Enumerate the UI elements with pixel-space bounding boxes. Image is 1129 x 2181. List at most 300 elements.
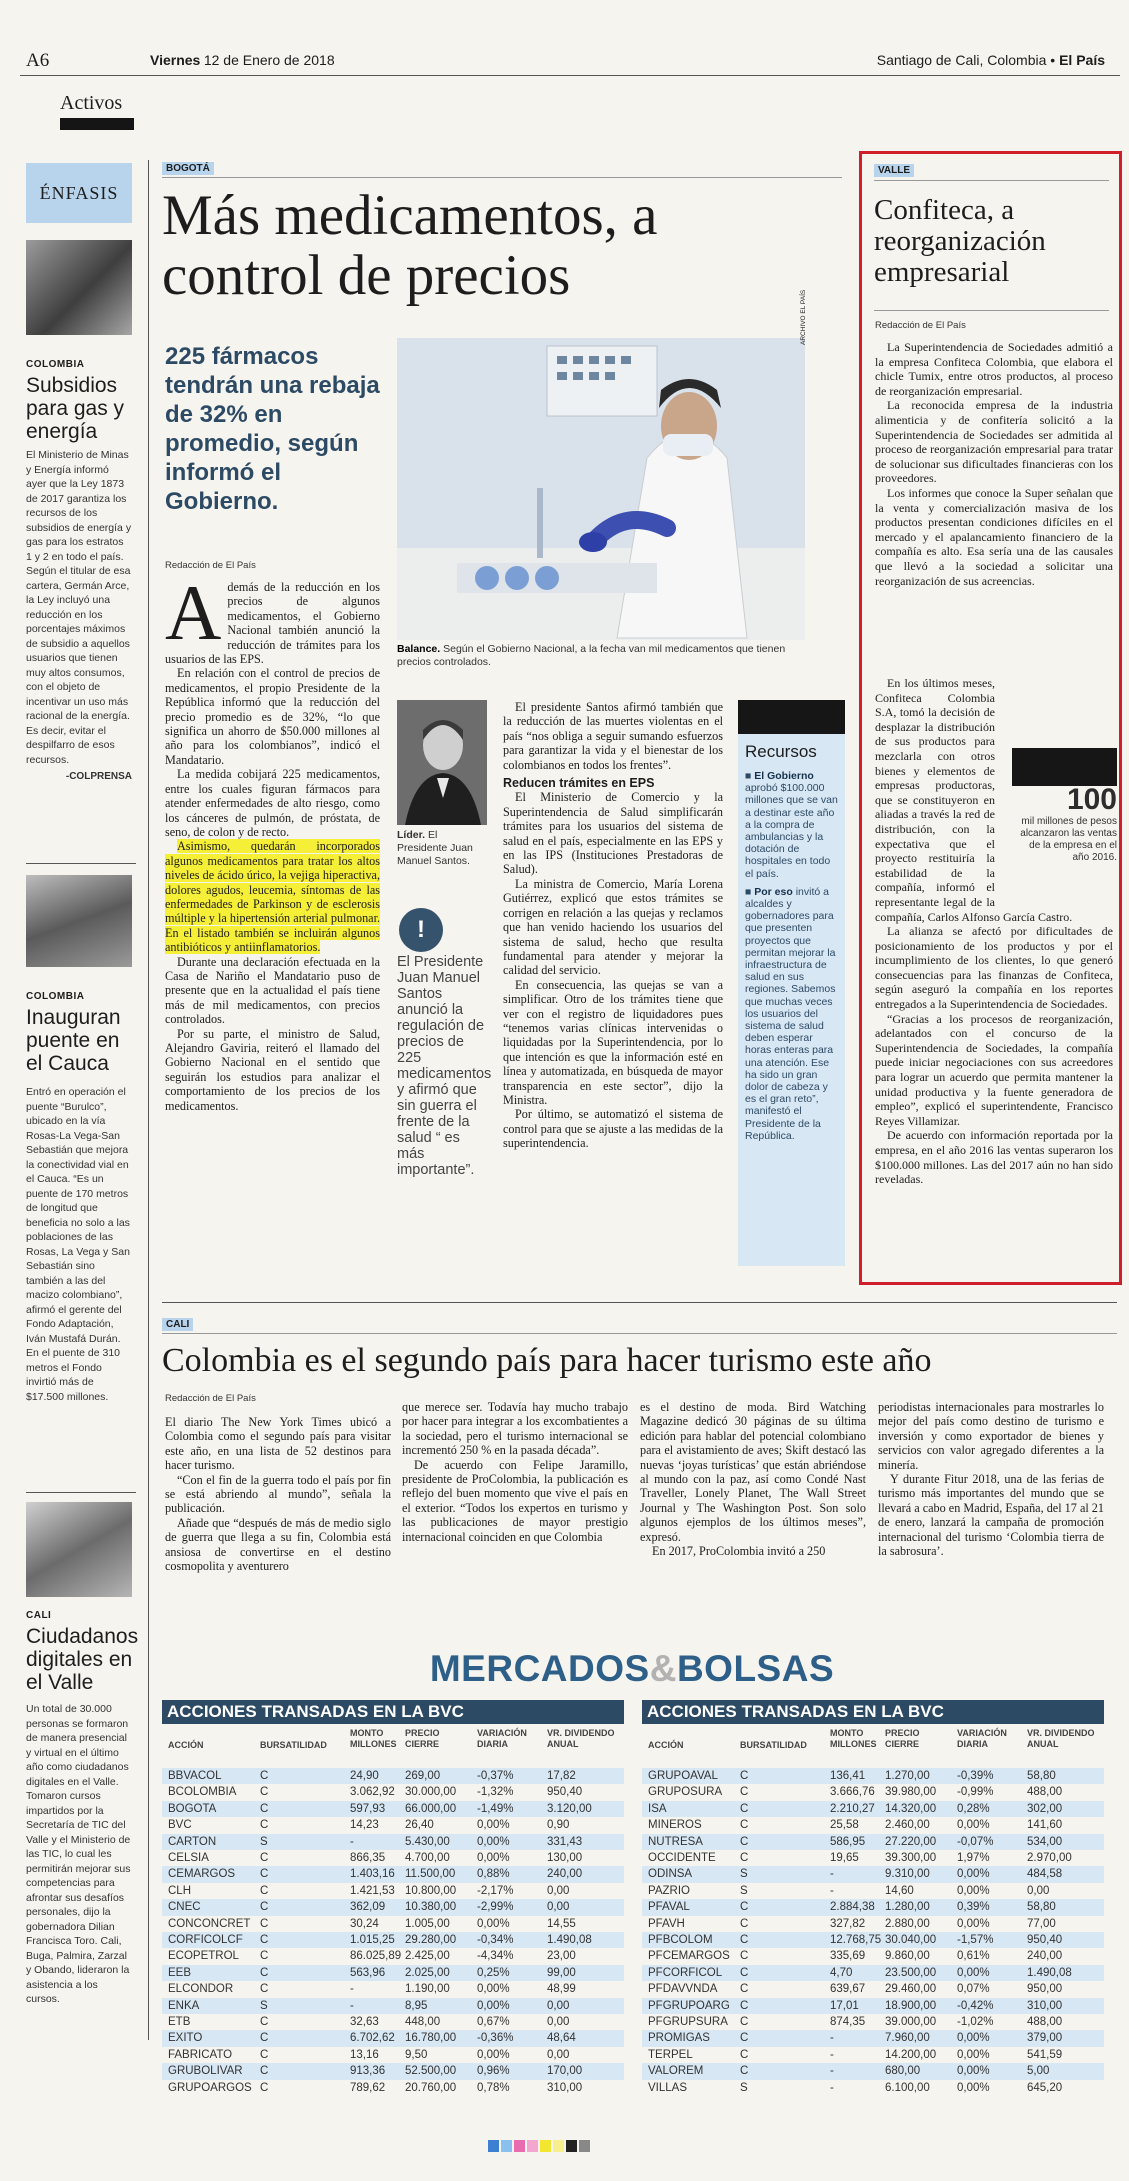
table-row <box>642 2030 1104 2046</box>
main-col3-p3: La ministra de Comercio, María Lorena Gutiérrez, explicó que estos trámites se corrigen en relación a las quejas y reclamos que han venido haciendo los usuarios del sistema de salud, hecho que resulta fundamental para atender y mejorar la calidad del servicio. <box>503 876 723 978</box>
box-kicker: VALLE <box>874 164 914 177</box>
table-cell: C <box>260 1770 269 1782</box>
table-cell: 29.280,00 <box>405 1934 457 1946</box>
table-cell: - <box>350 1983 354 1996</box>
table-cell: ETB <box>168 2016 191 2028</box>
table-cell: 48,99 <box>547 1983 576 1996</box>
table-row <box>162 1948 624 1964</box>
table-row <box>162 1998 624 2014</box>
table-cell: C <box>740 1901 749 1914</box>
table-row <box>642 1784 1104 1800</box>
table-cell: 541,59 <box>1027 2048 1063 2061</box>
table-cell: 0,00 <box>547 1884 570 1897</box>
table-cell: 310,00 <box>1027 1999 1063 2012</box>
main-col3-subhead: Reducen trámites en EPS <box>503 776 655 791</box>
table-cell: 0,88% <box>477 1868 510 1881</box>
box-p3: Los informes que conoce la Super señalan que la venta y comercialización masiva de los productos presentan condiciones difíciles en el mercado y el apalancamiento financiero de la compañía es alto. Esa sería una de las causales que llevó a la sociedad a solicitar una reorganización de sus acreencias. <box>875 485 1113 588</box>
table-cell: PFAVH <box>648 1917 685 1930</box>
box-p7: De acuerdo con información reportada por la empresa, en el año 2016 las ventas superaron los $100.000 millones. Las del 2017 aún no han sido reveladas. <box>875 1128 1113 1187</box>
box-p1: La Superintendencia de Sociedades admitió a la empresa Confiteca Colombia, que elabora el chicle Tumix, entre otros productos, al proceso de reorganización empresarial. <box>875 340 1113 398</box>
turismo-c1: El diario The New York Times ubicó a Colombia como el segundo país para visitar este año, en una lista de 52 destinos para hacer turismo. <box>165 1415 391 1473</box>
table-cell: 327,82 <box>830 1917 866 1930</box>
table-cell: 0,00 <box>547 1999 570 2012</box>
table-cell: 3.120,00 <box>547 1802 592 1815</box>
table-cell: 2.460,00 <box>885 1819 930 1832</box>
swatch <box>488 2140 499 2152</box>
print-color-bar <box>488 2140 592 2152</box>
table-cell: PFGRUPSURA <box>648 2016 728 2028</box>
table-cell: C <box>740 1934 749 1946</box>
table-cell: C <box>260 2016 269 2028</box>
table-cell: BOGOTA <box>168 1802 217 1815</box>
column-header: ACCIÓN <box>648 1740 684 1750</box>
table-row <box>642 1998 1104 2014</box>
table-cell: 7.960,00 <box>885 2032 930 2045</box>
table-cell: 99,00 <box>547 1966 576 1979</box>
table-cell: 14.320,00 <box>885 1802 937 1815</box>
table-row <box>162 1784 624 1800</box>
table-cell: S <box>260 1835 268 1848</box>
table-cell: GRUPOAVAL <box>648 1770 718 1782</box>
stat-text: mil millones de pesos alcanzaron las ventas de la empresa en el año 2016. <box>1020 816 1117 863</box>
box-p4: En los últimos meses, Confiteca Colombia S.A, tomó la decisión de desplazar la distribución de sus productos para mezclarla con otros bienes y elementos de empresas productoras, que se constituyeron en aliadas a través la red de distribución, con la expectativa que el proyecto restituiría la estabilidad de la compañía, informó el representante legal de la compañía, Carlos Alfonso García Castro. <box>875 676 1073 924</box>
sidebar-text-3: Un total de 30.000 personas se formaron de manera presencial y virtual en el último año como ciudadanos digitales en el Valle. Tomaron cursos impartidos por la Secretaría de TIC del Valle y el Ministerio de las TIC, lo cual les permitirán mejorar sus competencias para afrontar sus desafíos personales, dijo la gobernadora Dilian Francisca Toro. Cali, Buga, Palmira, Zarzal y Obando, lideraron la asistencia a los cursos. <box>26 1703 131 2005</box>
table-cell: ECOPETROL <box>168 1950 239 1963</box>
table-cell: 0,00% <box>477 1983 510 1996</box>
table-cell: 9,50 <box>405 2048 428 2061</box>
table-row <box>162 2014 624 2030</box>
swatch <box>566 2140 577 2152</box>
table-cell: 136,41 <box>830 1770 866 1782</box>
pull-quote: El Presidente Juan Manuel Santos anunció la regulación de precios de 225 medicamentos y afirmó que sin guerra el frente de la salud “ es más importante”. <box>397 954 492 1178</box>
table-row <box>642 1932 1104 1948</box>
table-cell: C <box>260 2032 269 2045</box>
table-cell: C <box>740 1852 749 1864</box>
table-cell: 6.100,00 <box>885 2081 930 2094</box>
table-cell: EEB <box>168 1966 192 1979</box>
table-cell: 2.025,00 <box>405 1966 450 1979</box>
table-cell: 0,00% <box>957 2081 990 2094</box>
santos-portrait-illustration <box>397 700 487 825</box>
table-row <box>162 1768 624 1784</box>
table-row <box>162 1981 624 1997</box>
main-caption-text: Según el Gobierno Nacional, a la fecha van mil medicamentos que tienen precios controlados. <box>397 643 786 668</box>
table-cell: 1.490,08 <box>1027 1966 1072 1979</box>
table-cell: VALOREM <box>648 2065 704 2078</box>
table-cell: 0,00% <box>957 2065 990 2078</box>
table-cell: -0,99% <box>957 1786 994 1799</box>
turismo-c4: periodistas internacionales para mostrarles lo mejor del país como destino de turismo e inversión y como exportador de bienes y servicios con valor agregado diferentes a la minería. <box>878 1400 1104 1472</box>
section-name: Activos <box>60 92 123 114</box>
table-cell: -1,02% <box>957 2016 994 2028</box>
table-row <box>642 1834 1104 1850</box>
table-cell: 1.280,00 <box>885 1901 930 1914</box>
stat-number: 100 <box>1066 783 1117 816</box>
table-cell: 0,00% <box>957 1884 990 1897</box>
sidebar-title: ÉNFASIS <box>26 163 132 223</box>
table-cell: 16.780,00 <box>405 2032 457 2045</box>
table-cell: -0,37% <box>477 1770 514 1782</box>
table-cell: 25,58 <box>830 1819 859 1832</box>
table-cell: 14,55 <box>547 1917 576 1930</box>
table-cell: 170,00 <box>547 2065 583 2078</box>
swatch <box>527 2140 538 2152</box>
table-cell: VILLAS <box>648 2081 687 2094</box>
recursos-item-1-label: El Gobierno <box>754 770 814 782</box>
table-cell: C <box>260 1901 269 1914</box>
table-cell: 1.015,25 <box>350 1934 395 1946</box>
table-cell: 0,00 <box>547 2016 570 2028</box>
main-col1-p3: La medida cobijará 225 medicamentos, entre los cuales figuran fármacos para atender enfermedades de alto riesgo, como los cánceres de pulmón, de próstata, de seno, de colon y de recto. <box>165 767 380 839</box>
lab-worker-illustration <box>397 338 805 640</box>
sidebar-kicker-3: CALI <box>26 1610 52 1621</box>
table-cell: 58,80 <box>1027 1901 1056 1914</box>
santos-caption-label: Líder. <box>397 829 426 841</box>
box-headline: Confiteca, a reorganización empresarial <box>874 194 1046 288</box>
sidebar-text-1 <box>26 448 132 785</box>
sidebar-rule-2 <box>26 1492 136 1493</box>
table-cell: C <box>740 1983 749 1996</box>
table-cell: 789,62 <box>350 2081 386 2094</box>
box-kicker-rule <box>874 180 1109 181</box>
table-cell: 379,00 <box>1027 2032 1063 2045</box>
table-row <box>162 2080 624 2096</box>
table-cell: C <box>260 1966 269 1979</box>
table-cell: C <box>260 2081 269 2094</box>
sidebar-kicker-2: COLOMBIA <box>26 991 85 1002</box>
main-col3-p2: El Ministerio de Comercio y la Superintendencia de Salud simplificarán trámites para los usuarios del sistema de salud en el país, especialmente en las EPS y en las IPS (Instituciones Prestadoras de Salud). <box>503 790 723 877</box>
table-cell: 645,20 <box>1027 2081 1063 2094</box>
turismo-headline: Colombia es el segundo país para hacer turismo este año <box>162 1342 932 1379</box>
table-cell: 29.460,00 <box>885 1983 937 1996</box>
table-cell: 0,28% <box>957 1802 990 1815</box>
table-cell: C <box>260 1884 269 1897</box>
table-row <box>642 1866 1104 1882</box>
table-cell: C <box>260 1950 269 1963</box>
header-city: Santiago de Cali, Colombia • El País <box>876 52 1105 68</box>
table-cell: EXITO <box>168 2032 203 2045</box>
table-row <box>642 1801 1104 1817</box>
table-cell: 586,95 <box>830 1835 866 1848</box>
table-row <box>642 1948 1104 1964</box>
sidebar-text-2 <box>26 1085 132 1404</box>
mercados-title-a: MERCADOS <box>429 1648 650 1689</box>
main-col1-p1 <box>165 569 380 667</box>
table-cell: 597,93 <box>350 1802 386 1815</box>
table-cell: MINEROS <box>648 1819 702 1832</box>
table-cell: C <box>740 2065 749 2078</box>
table-cell: 362,09 <box>350 1901 386 1914</box>
table-row <box>642 1883 1104 1899</box>
table-cell: - <box>830 2048 834 2061</box>
header-rule <box>20 75 1120 76</box>
table-left-title: ACCIONES TRANSADAS EN LA BVC <box>162 1700 624 1724</box>
column-header: VARIACIÓN DIARIA <box>957 1728 1007 1749</box>
table-cell: 0,78% <box>477 2081 510 2094</box>
table-cell: -0,36% <box>477 2032 514 2045</box>
table-cell: S <box>740 2081 748 2094</box>
table-cell: -2,99% <box>477 1901 514 1914</box>
main-col1-p2: En relación con el control de precios de medicamentos, el propio Presidente de la República informó que la reducción del precio promedio es de 32%, “lo que significa un ahorro de $50.000 millones al año para los colombianos”, indicó el Mandatario. <box>165 666 380 767</box>
table-cell: - <box>830 1868 834 1881</box>
table-cell: 563,96 <box>350 1966 386 1979</box>
main-col-1 <box>165 569 380 1113</box>
table-cell: 1.490,08 <box>547 1934 592 1946</box>
table-cell: 240,00 <box>547 1868 583 1881</box>
table-cell: ENKA <box>168 1999 200 2012</box>
sidebar-signature-1: -COLPRENSA <box>65 771 132 782</box>
table-row <box>162 1834 624 1850</box>
table-cell: PFCEMARGOS <box>648 1950 730 1963</box>
table-cell: CARTON <box>168 1835 217 1848</box>
turismo-kicker: CALI <box>162 1318 193 1331</box>
table-cell: 0,00% <box>477 1835 510 1848</box>
table-cell: 8,95 <box>405 1999 428 2012</box>
table-cell: -0,07% <box>957 1835 994 1848</box>
column-header: ACCIÓN <box>168 1740 204 1750</box>
table-cell: BVC <box>168 1819 192 1832</box>
table-cell: - <box>830 2065 834 2078</box>
table-row <box>162 1850 624 1866</box>
table-cell: 2.970,00 <box>1027 1852 1072 1864</box>
table-cell: 0,00% <box>957 1868 990 1881</box>
table-cell: 1,97% <box>957 1852 990 1864</box>
table-cell: 1.190,00 <box>405 1983 450 1996</box>
table-cell: PAZRIO <box>648 1884 690 1897</box>
table-cell: CONCONCRET <box>168 1917 251 1930</box>
main-headline: Más medicamentos, a control de precios <box>162 184 658 307</box>
table-cell: CELSIA <box>168 1852 209 1864</box>
table-cell: 0,96% <box>477 2065 510 2078</box>
table-cell: 534,00 <box>1027 1835 1063 1848</box>
table-cell: 639,67 <box>830 1983 866 1996</box>
header-city-text: Santiago de Cali, Colombia <box>876 52 1047 68</box>
turismo-col-3 <box>640 1400 866 1558</box>
turismo-c3b: En 2017, ProColombia invitó a 250 <box>652 1544 826 1559</box>
mercados-title-b: BOLSAS <box>676 1648 835 1689</box>
main-caption-label: Balance. <box>397 643 441 655</box>
table-cell: C <box>260 1802 269 1815</box>
table-row <box>642 2080 1104 2096</box>
table-cell: 874,35 <box>830 2016 866 2028</box>
turismo-c2: que merece ser. Todavía hay mucho trabajo por hacer para integrar a los excombatientes a la sociedad, pero el turismo internacional se incrementó 250 % en la pasada década”. <box>402 1400 628 1458</box>
table-cell: 0,00 <box>547 2048 570 2061</box>
table-row <box>642 2047 1104 2063</box>
column-header: PRECIO CIERRE <box>405 1728 440 1749</box>
header-day: Viernes <box>150 52 201 68</box>
sidebar-photo-gas <box>26 240 132 335</box>
table-row <box>642 1965 1104 1981</box>
turismo-c2b: De acuerdo con Felipe Jaramillo, presidente de ProColombia, la publicación es reflejo del buen momento que vive el país en el exterior. “Todos los expertos en turismo y las publicaciones de mayor prestigio internacional coinciden en que Colombia <box>402 1457 628 1544</box>
table-row <box>162 1899 624 1915</box>
table-cell: 0,00% <box>477 1852 510 1864</box>
turismo-c1c: Añade que “después de más de medio siglo de guerra que llega a su fin, Colombia está ansiosa de convertirse en el destino cosmopolita y aventurero <box>165 1515 391 1574</box>
table-cell: 488,00 <box>1027 2016 1063 2028</box>
table-cell: GRUBOLIVAR <box>168 2065 243 2078</box>
table-cell: 13,16 <box>350 2048 379 2061</box>
turismo-col-2 <box>402 1400 628 1544</box>
table-cell: 86.025,89 <box>350 1950 402 1963</box>
table-cell: 3.666,76 <box>830 1786 875 1799</box>
table-cell: FABRICATO <box>168 2048 233 2061</box>
table-cell: 17,82 <box>547 1770 576 1782</box>
table-cell: PROMIGAS <box>648 2032 710 2045</box>
main-kicker: BOGOTÁ <box>162 162 214 175</box>
main-col3-p1: El presidente Santos afirmó también que la reducción de las muertes violentas en el país “nos obliga a seguir sumando esfuerzos para garantizar la vida y el bienestar de los colombianos en todos los frentes”. <box>503 700 723 772</box>
header-paper: El País <box>1059 52 1105 68</box>
table-cell: C <box>740 2016 749 2028</box>
sidebar-divider <box>148 160 149 2040</box>
table-cell: 20.760,00 <box>405 2081 457 2094</box>
main-col3-p5: Por último, se automatizó el sistema de control para que se ajuste a las medidas de la superintendencia. <box>503 1107 723 1151</box>
table-cell: 39.980,00 <box>885 1786 937 1799</box>
table-cell: 5,00 <box>1027 2065 1050 2078</box>
table-row <box>642 1768 1104 1784</box>
column-header: BURSATILIDAD <box>260 1740 327 1750</box>
main-col1-p6: Por su parte, el ministro de Salud, Alejandro Gaviria, reiteró el llamado del Gobierno Nacional en el sentido que seguirán los estudios para analizar el comportamiento de los precios de los medicamentos. <box>165 1026 380 1113</box>
recursos-item-2: ■ Por eso invitó a alcaldes y gobernadores para que presenten proyectos que permitan mejorar la infraestructura de salud en sus regiones. Sabemos que muchas veces los usuarios del sistema de salud deben esperar horas enteras para una atención. Ese ha sido un gran dolor de cabeza y es el gran reto”, manifestó el Presidente de la República. <box>745 885 836 1142</box>
table-cell: -4,34% <box>477 1950 514 1963</box>
table-cell: GRUPOARGOS <box>168 2081 252 2094</box>
table-cell: 48,64 <box>547 2032 576 2045</box>
box-p5: La alianza se afectó por dificultades de posicionamiento de los productos y por el incumplimiento de los clientes, lo que generó consecuencias para las finanzas de Confiteca, según aseguró la compañía en los reportes entregados a la Superintendencia de Sociedades. <box>875 924 1113 1012</box>
turismo-c3: es el destino de moda. Bird Watching Magazine dedicó 30 páginas de su última edición para hablar del potencial colombiano para el avistamiento de aves; Skift destacó las nuevas ‘joyas turísticas’ que están abriéndose al mundo con la paz, así como Condé Nast Traveller, Lonely Planet, The Wall Street Journal y The Washington Post. Son solo algunos ejemplos de los últimos meses”, expresó. <box>640 1400 866 1544</box>
box-byline: Redacción de El País <box>875 320 966 331</box>
table-cell: 1.421,53 <box>350 1884 395 1897</box>
table-cell: - <box>350 1999 354 2012</box>
table-cell: 14.200,00 <box>885 2048 937 2061</box>
column-header: MONTO MILLONES <box>350 1728 397 1749</box>
table-cell: PFDAVVNDA <box>648 1983 718 1996</box>
table-cell: 23,00 <box>547 1950 576 1963</box>
turismo-c1b: “Con el fin de la guerra todo el país por fin se está abriendo al mundo”, señala la publicación. <box>165 1472 391 1516</box>
table-cell: 484,58 <box>1027 1868 1063 1881</box>
table-cell: 9.860,00 <box>885 1950 930 1963</box>
table-cell: BBVACOL <box>168 1770 222 1782</box>
table-cell: -1,49% <box>477 1802 514 1815</box>
table-cell: 18.900,00 <box>885 1999 937 2012</box>
table-row <box>162 1883 624 1899</box>
table-row <box>642 1899 1104 1915</box>
table-cell: PFGRUPOARG <box>648 1999 730 2012</box>
table-cell: 3.062,92 <box>350 1786 395 1799</box>
main-col-3 <box>503 700 723 1151</box>
table-cell: 130,00 <box>547 1852 583 1864</box>
swatch <box>553 2140 564 2152</box>
table-cell: 5.430,00 <box>405 1835 450 1848</box>
table-row <box>162 2030 624 2046</box>
table-cell: C <box>740 1835 749 1848</box>
table-cell: 448,00 <box>405 2016 441 2028</box>
table-cell: 24,90 <box>350 1770 379 1782</box>
sidebar-photo-digital <box>26 1502 132 1597</box>
column-header: VR. DIVIDENDO ANUAL <box>1027 1728 1095 1749</box>
column-header: BURSATILIDAD <box>740 1740 807 1750</box>
table-cell: 39.300,00 <box>885 1852 937 1864</box>
santos-caption-text: El Presidente Juan Manuel Santos. <box>397 829 473 867</box>
table-cell: C <box>260 2048 269 2061</box>
box-p2: La reconocida empresa de la industria alimenticia y de confitería solicitó a la Superintendencia de Sociedades ser admitida al proceso de reorganización empresarial para tratar de solucionar sus dificultades financieras con los proveedores. <box>875 398 1113 486</box>
table-cell: 2.210,27 <box>830 1802 875 1815</box>
table-cell: 302,00 <box>1027 1802 1063 1815</box>
table-cell: 12.768,75 <box>830 1934 882 1946</box>
table-cell: 4,70 <box>830 1966 853 1979</box>
table-cell: 913,36 <box>350 2065 386 2078</box>
table-cell: 32,63 <box>350 2016 379 2028</box>
turismo-byline: Redacción de El País <box>165 1393 256 1404</box>
table-cell: CLH <box>168 1884 192 1897</box>
table-cell: 0,00% <box>477 1917 510 1930</box>
table-cell: - <box>350 1835 354 1848</box>
table-cell: 2.880,00 <box>885 1917 930 1930</box>
table-row <box>162 2063 624 2079</box>
table-cell: CEMARGOS <box>168 1868 236 1881</box>
sidebar-photo-bridge <box>26 875 132 967</box>
table-cell: 331,43 <box>547 1835 583 1848</box>
main-col1-p1-text: demás de la reducción en los precios de algunos medicamentos, el Gobierno Nacional también anunció la reducción de trámites para los usuarios de las EPS. <box>165 580 380 667</box>
table-cell: 0,25% <box>477 1966 510 1979</box>
main-photo-caption <box>397 643 802 669</box>
table-cell: 30.000,00 <box>405 1786 457 1799</box>
table-cell: C <box>740 1999 749 2012</box>
table-row <box>162 1965 624 1981</box>
table-cell: OCCIDENTE <box>648 1852 716 1864</box>
sidebar-kicker-1: COLOMBIA <box>26 359 85 370</box>
table-cell: 52.500,00 <box>405 2065 457 2078</box>
recursos-item-1-text: aprobó $100.000 millones que se van a destinar este año a la compra de ambulancias y la dotación de hospitales en todo el país. <box>745 782 838 880</box>
mercados-title <box>162 1648 1102 1690</box>
table-cell: 39.000,00 <box>885 2016 937 2028</box>
table-cell: ODINSA <box>648 1868 693 1881</box>
table-cell: 0,00% <box>477 1819 510 1832</box>
main-dek: 225 fármacos tendrán una rebaja de 32% en promedio, según informó el Gobierno. <box>165 343 380 515</box>
table-cell: -2,17% <box>477 1884 514 1897</box>
table-cell: S <box>740 1868 748 1881</box>
table-cell: 0,00 <box>1027 1884 1050 1897</box>
table-cell: - <box>830 1884 834 1897</box>
sidebar-headline-3: Ciudadanos digitales en el Valle <box>26 1625 139 1694</box>
swatch <box>540 2140 551 2152</box>
santos-caption <box>397 829 487 868</box>
table-cell: 1.403,16 <box>350 1868 395 1881</box>
table-cell: 335,69 <box>830 1950 866 1963</box>
table-cell: 488,00 <box>1027 1786 1063 1799</box>
sidebar-text-2-extra: En el puente de 310 metros el Fondo invirtió más de $17.500 millones. <box>26 1347 120 1403</box>
table-cell: GRUPOSURA <box>648 1786 723 1799</box>
table-row <box>162 1801 624 1817</box>
box-headline-rule <box>874 310 1109 311</box>
table-cell: C <box>740 1770 749 1782</box>
table-cell: CNEC <box>168 1901 201 1914</box>
main-byline: Redacción de El País <box>165 560 256 571</box>
table-cell: C <box>260 1868 269 1881</box>
table-cell: 19,65 <box>830 1852 859 1864</box>
table-cell: C <box>260 2065 269 2078</box>
table-cell: 866,35 <box>350 1852 386 1864</box>
table-cell: 141,60 <box>1027 1819 1063 1832</box>
table-cell: 0,61% <box>957 1950 990 1963</box>
swatch <box>514 2140 525 2152</box>
table-cell: 0,00% <box>477 1999 510 2012</box>
table-cell: 10.800,00 <box>405 1884 457 1897</box>
page-number: A6 <box>26 50 50 71</box>
table-cell: 2.425,00 <box>405 1950 450 1963</box>
table-cell: 1.005,00 <box>405 1917 450 1930</box>
table-cell: 0,00% <box>957 2032 990 2045</box>
table-cell: NUTRESA <box>648 1835 703 1848</box>
table-row <box>162 1817 624 1833</box>
sidebar-rule-1 <box>26 863 136 864</box>
